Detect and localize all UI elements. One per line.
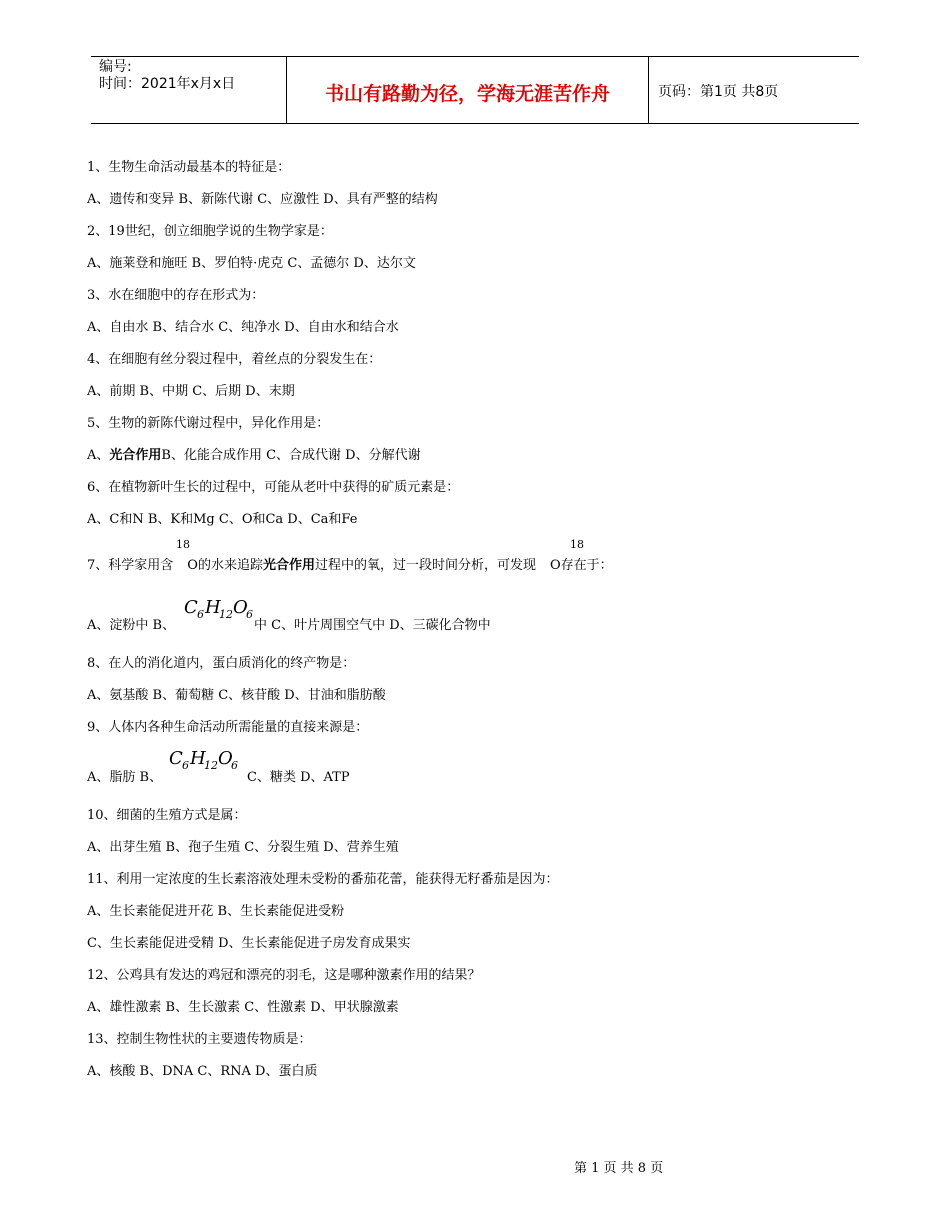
options-7-right: 中 C、叶片周围空气中 D、三碳化合物中 (254, 618, 491, 633)
formula-c: C (169, 748, 183, 769)
question-1: 1、生物生命活动最基本的特征是： (87, 160, 291, 175)
question-3: 3、水在细胞中的存在形式为： (87, 288, 265, 303)
options-2: A、施莱登和施旺 B、罗伯特·虎克 C、孟德尔 D、达尔文 (87, 256, 416, 271)
time-label: 时间：2021年x月x日 (99, 76, 236, 92)
formula-c: C (184, 597, 198, 618)
question-8: 8、在人的消化道内，蛋白质消化的终产物是： (87, 656, 356, 671)
option-a-prefix: A、 (87, 448, 110, 463)
q7-part3: 过程中的氧，过一段时间分析，可发现 (314, 558, 536, 573)
options-13: A、核酸 B、DNA C、RNA D、蛋白质 (87, 1064, 318, 1079)
formula-o: O (218, 748, 233, 769)
formula-o: O (233, 597, 248, 618)
question-5: 5、生物的新陈代谢过程中，异化作用是： (87, 416, 330, 431)
question-13: 13、控制生物性状的主要遗传物质是： (87, 1032, 312, 1047)
question-4: 4、在细胞有丝分裂过程中，着丝点的分裂发生在： (87, 352, 382, 367)
question-11: 11、利用一定浓度的生长素溶液处理未受粉的番茄花蕾，能获得无籽番茄是因为： (87, 872, 559, 887)
q7-part4: O存在于： (549, 558, 613, 573)
document-header (91, 56, 859, 124)
header-motto-cell (286, 57, 649, 123)
q7-part1: 7、科学家用含 (87, 558, 174, 573)
options-rest: B、化能合成作用 C、合成代谢 D、分解代谢 (161, 448, 421, 463)
formula-c-sub: 6 (197, 608, 204, 621)
options-1: A、遗传和变异 B、新陈代谢 C、应激性 D、具有严整的结构 (87, 192, 438, 207)
number-label: 编号: (99, 59, 132, 75)
header-meta (91, 57, 286, 123)
glucose-formula (183, 595, 255, 627)
formula-h-sub: 12 (219, 608, 233, 621)
formula-c-sub: 6 (182, 759, 189, 772)
options-12: A、雄性激素 B、生长激素 C、性激素 D、甲状腺激素 (87, 1000, 399, 1015)
options-8: A、氨基酸 B、葡萄糖 C、核苷酸 D、甘油和脂肪酸 (87, 688, 386, 703)
page-code: 页码：第1页 共8页 (658, 84, 779, 100)
formula-h-sub: 12 (204, 759, 218, 772)
options-9-right: C、糖类 D、ATP (247, 770, 350, 785)
page-footer: 第 1 页 共 8 页 (574, 1161, 664, 1176)
formula-o-sub: 6 (231, 759, 238, 772)
question-10: 10、细菌的生殖方式是属： (87, 808, 247, 823)
formula-h: H (205, 597, 221, 618)
bold-term: 光合作用 (262, 558, 315, 573)
question-9: 9、人体内各种生命活动所需能量的直接来源是： (87, 720, 369, 735)
options-11-ab: A、生长素能促进开花 B、生长素能促进受粉 (87, 904, 345, 919)
isotope-superscript: 18 (176, 538, 190, 551)
options-11-cd: C、生长素能促进受精 D、生长素能促进子房发育成果实 (87, 936, 411, 951)
options-4: A、前期 B、中期 C、后期 D、末期 (87, 384, 295, 399)
question-6: 6、在植物新叶生长的过程中，可能从老叶中获得的矿质元素是： (87, 480, 460, 495)
question-2: 2、19世纪，创立细胞学说的生物学家是： (87, 224, 333, 239)
bold-term: 光合作用 (109, 448, 162, 463)
options-9-left: A、脂肪 B、 (87, 770, 163, 785)
options-7-left: A、淀粉中 B、 (87, 618, 176, 633)
isotope-superscript: 18 (570, 538, 584, 551)
options-10: A、出芽生殖 B、孢子生殖 C、分裂生殖 D、营养生殖 (87, 840, 399, 855)
q7-part2: O的水来追踪 (187, 558, 263, 573)
formula-h: H (190, 748, 206, 769)
glucose-formula (168, 746, 240, 778)
options-6: A、C和N B、K和Mg C、O和Ca D、Ca和Fe (87, 512, 358, 527)
question-7 (87, 557, 613, 575)
options-5 (87, 447, 421, 465)
question-12: 12、公鸡具有发达的鸡冠和漂亮的羽毛，这是哪种激素作用的结果？ (87, 968, 481, 983)
options-3: A、自由水 B、结合水 C、纯净水 D、自由水和结合水 (87, 320, 399, 335)
motto: 书山有路勤为径，学海无涯苦作舟 (324, 83, 610, 105)
formula-o-sub: 6 (246, 608, 253, 621)
